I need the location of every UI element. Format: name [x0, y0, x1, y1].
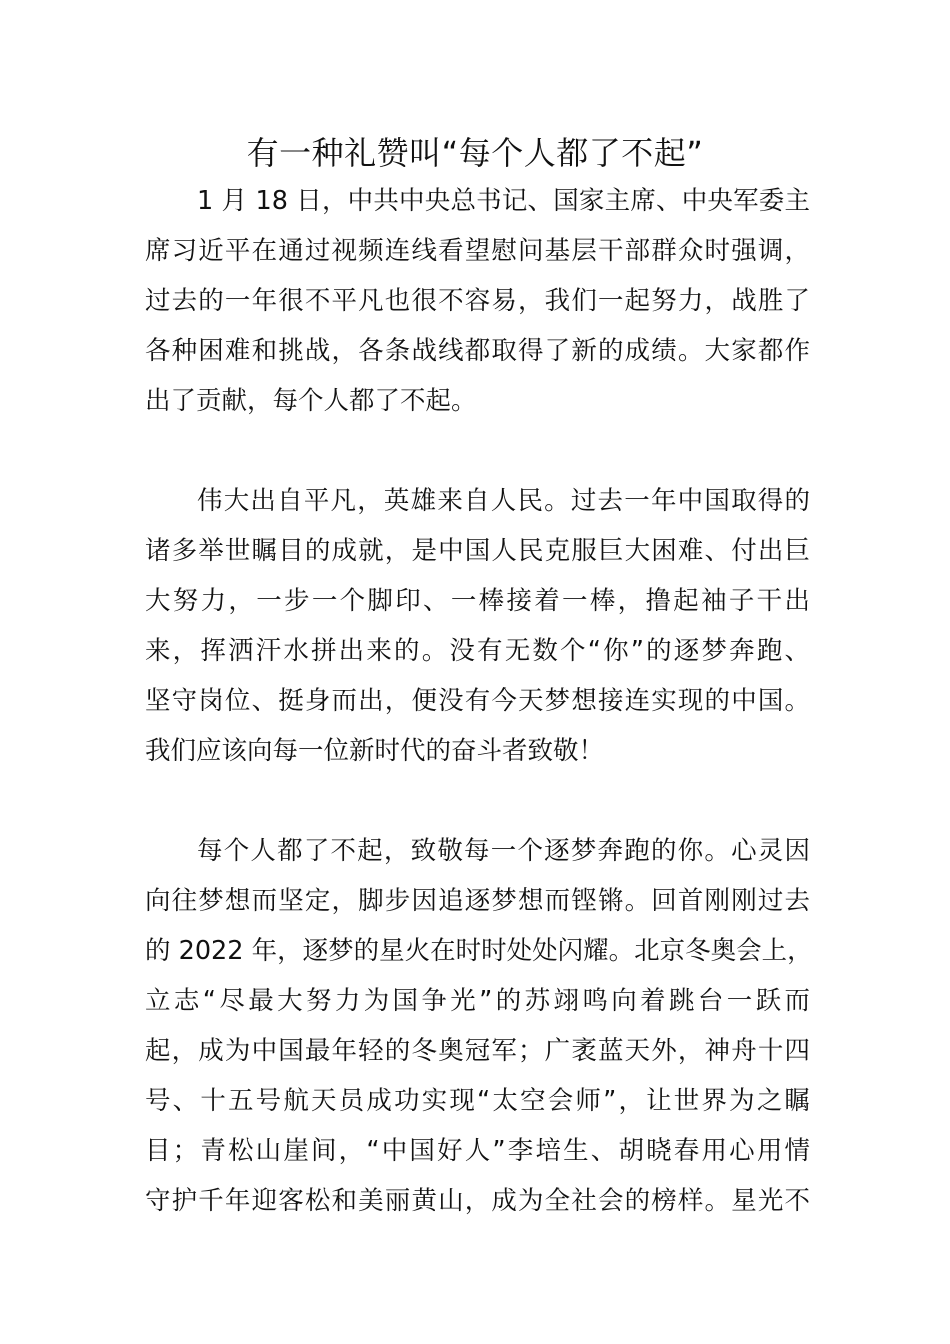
paragraph-line: 的 2022 年，逐梦的星火在时时处处闪耀。北京冬奥会上，	[145, 936, 813, 966]
document-title: 有一种礼赞叫“每个人都了不起”	[246, 134, 704, 172]
paragraph-line: 大努力，一步一个脚印、一棒接着一棒，撸起袖子干出	[145, 586, 810, 616]
paragraph-line: 我们应该向每一位新时代的奋斗者致敬！	[145, 736, 605, 766]
paragraph-line: 各种困难和挑战，各条战线都取得了新的成绩。大家都作	[145, 336, 810, 366]
paragraph-line: 坚守岗位、挺身而出，便没有今天梦想接连实现的中国。	[145, 686, 810, 716]
paragraph-line: 守护千年迎客松和美丽黄山，成为全社会的榜样。星光不	[145, 1186, 810, 1216]
paragraph-line: 目；青松山崖间，“中国好人”李培生、胡晓春用心用情	[145, 1136, 810, 1166]
paragraph-line: 出了贡献，每个人都了不起。	[145, 386, 477, 416]
paragraph-line: 立志“尽最大努力为国争光”的苏翊鸣向着跳台一跃而	[145, 986, 810, 1016]
paragraph-gap	[145, 426, 810, 476]
paragraph-line: 起，成为中国最年轻的冬奥冠军；广袤蓝天外，神舟十四	[145, 1036, 810, 1066]
paragraph-line: 席习近平在通过视频连线看望慰问基层干部群众时强调，	[145, 236, 810, 266]
paragraph-line: 向往梦想而坚定，脚步因追逐梦想而铿锵。回首刚刚过去	[145, 886, 810, 916]
paragraph-line: 号、十五号航天员成功实现“太空会师”，让世界为之瞩	[145, 1086, 810, 1116]
paragraph-gap	[145, 776, 810, 826]
paragraph-line: 来，挥洒汗水拼出来的。没有无数个“你”的逐梦奔跑、	[145, 636, 810, 666]
paragraph-line: 每个人都了不起，致敬每一个逐梦奔跑的你。心灵因	[197, 836, 810, 866]
paragraph-2	[145, 476, 810, 776]
paragraph-line: 诸多举世瞩目的成就，是中国人民克服巨大困难、付出巨	[145, 536, 810, 566]
paragraph-3	[145, 826, 813, 1226]
paragraph-1	[145, 176, 810, 426]
paragraph-line: 过去的一年很不平凡也很不容易，我们一起努力，战胜了	[145, 286, 810, 316]
document-body	[145, 176, 813, 1226]
paragraph-line: 1 月 18 日，中共中央总书记、国家主席、中央军委主	[197, 186, 810, 216]
paragraph-line: 伟大出自平凡，英雄来自人民。过去一年中国取得的	[197, 486, 810, 516]
